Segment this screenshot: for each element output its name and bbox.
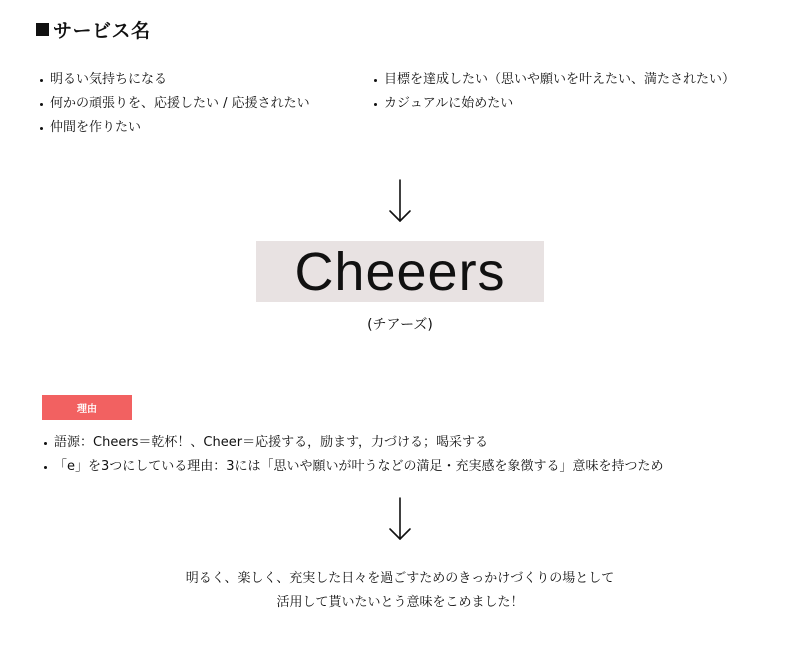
black-square-icon <box>36 23 49 36</box>
service-name-box <box>256 241 544 302</box>
bullet-icon <box>40 103 43 106</box>
reason-list <box>44 431 664 479</box>
arrow-down-icon <box>385 496 415 542</box>
list-item-text: 仲間を作りたい <box>50 120 142 135</box>
bullet-icon <box>374 79 377 82</box>
bullet-icon <box>44 442 47 445</box>
list-item <box>374 92 735 116</box>
section-title: サービス名 <box>53 19 151 42</box>
bullet-icon <box>374 103 377 106</box>
list-item-text: 明るい気持ちになる <box>50 72 168 87</box>
list-item-text: 目標を達成したい（思いや願いを叶えたい、満たされたい） <box>384 72 736 87</box>
service-name-reading: (チアーズ) <box>367 317 433 333</box>
list-item <box>44 431 664 455</box>
list-item <box>44 455 664 479</box>
service-name: Cheeers <box>294 241 506 302</box>
conclusion-text <box>0 567 800 615</box>
bullet-icon <box>40 79 43 82</box>
conclusion-line: 活用して貰いたいとう意味をこめました！ <box>276 595 524 610</box>
list-item-text: 「e」を3つにしている理由：3には「思いや願いが叶うなどの満足・充実感を象徴する」意味を持つため <box>54 459 664 474</box>
list-item <box>40 116 310 140</box>
list-item <box>374 68 735 92</box>
intent-list-right <box>374 68 735 116</box>
bullet-icon <box>40 127 43 130</box>
list-item <box>40 92 310 116</box>
list-item <box>40 68 310 92</box>
intent-list-left <box>40 68 310 140</box>
list-item-text: カジュアルに始めたい <box>384 96 514 111</box>
list-item-text: 何かの頑張りを、応援したい / 応援されたい <box>50 96 310 111</box>
section-heading <box>36 14 151 44</box>
conclusion-line: 明るく、楽しく、充実した日々を過ごすためのきっかけづくりの場として <box>185 571 615 586</box>
bullet-icon <box>44 466 47 469</box>
reason-badge: 理由 <box>42 395 132 420</box>
list-item-text: 語源：Cheers＝乾杯！、Cheer＝応援する，励ます，力づける；喝采する <box>54 435 489 450</box>
arrow-down-icon <box>385 178 415 224</box>
